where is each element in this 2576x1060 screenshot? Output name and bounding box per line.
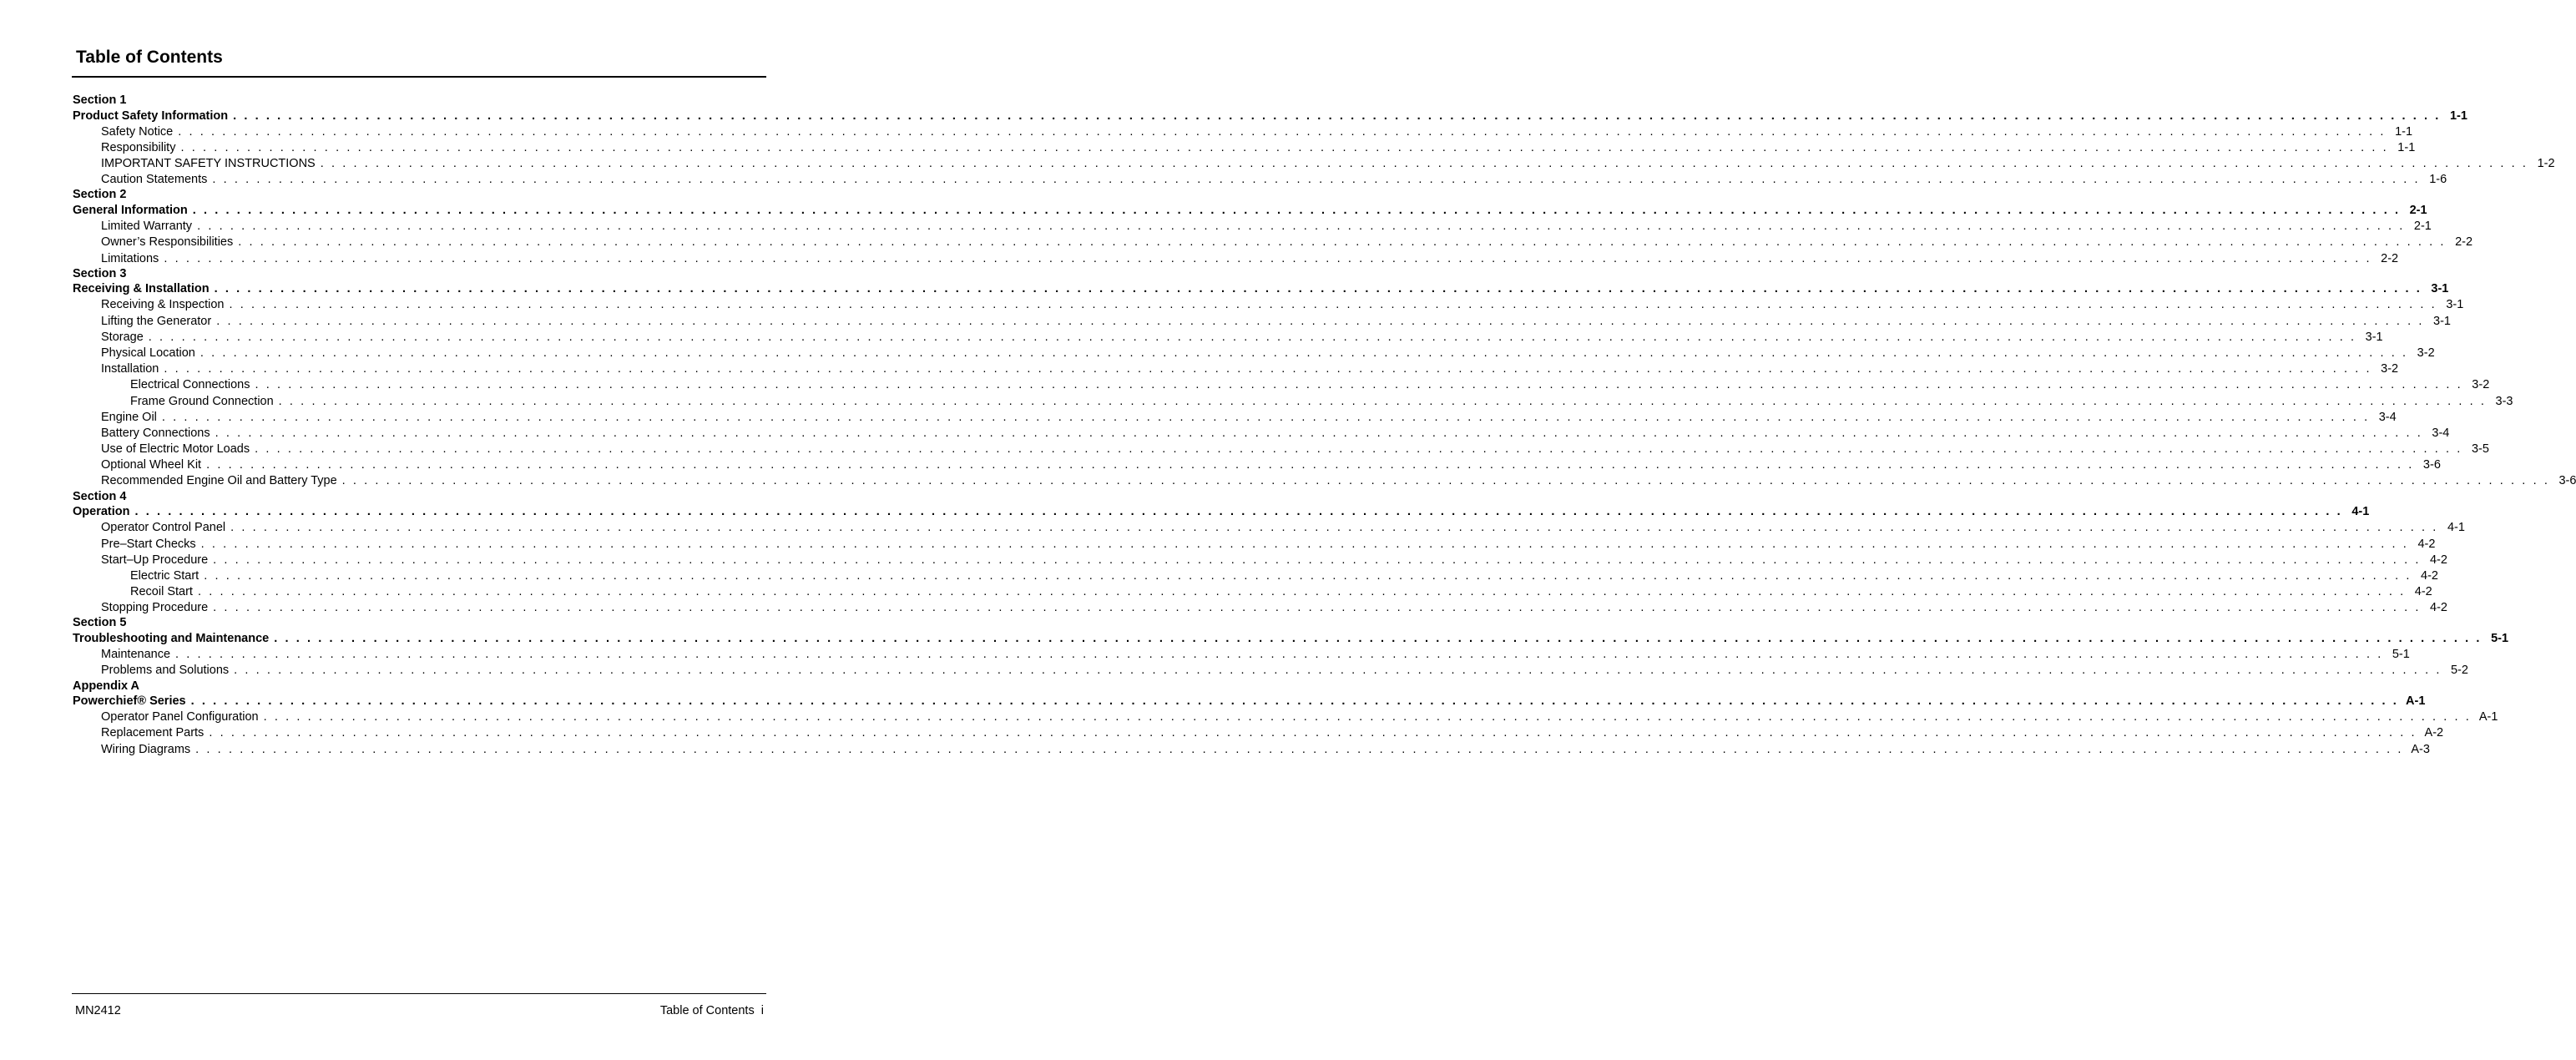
toc-leader-dots: . . . . . . . . . . . . . . . . . . . . . . . . . . . . . . . . . . . . . . . . . . . . . . . . . . . . . . . . . . . . . . . . . . . . . . . . . . . . . . . . . . . . . . . . . . . . . . . . . . . . . . . . . . . . . . . . . . . . . . . . . . . . . . . . . . . . . . . . . . . . . . . . . . . . . . . . . . . . . . . . . . . . . . . . . . . . . . . . . . . . . . . . . . . . . . . . . . . . . . . . (215, 426, 2423, 440)
toc-entry-page: 1-2 (2537, 157, 2555, 171)
toc-entry[interactable] (73, 235, 2473, 250)
toc-entry[interactable] (73, 742, 2430, 758)
toc-entry-title: IMPORTANT SAFETY INSTRUCTIONS (101, 157, 316, 171)
toc-entry-title: Start–Up Procedure (101, 553, 209, 567)
toc-entry-title: Maintenance (101, 648, 171, 662)
toc-entry-page: 4-2 (2414, 585, 2432, 599)
toc-entry-title: Receiving & Installation (73, 282, 210, 296)
toc-entry-page: 4-2 (2421, 568, 2438, 583)
footer-divider (72, 993, 766, 994)
toc-entry[interactable] (73, 426, 2450, 442)
toc-entry-page: 3-2 (2472, 378, 2490, 392)
toc-entry-title: Use of Electric Motor Loads (101, 442, 250, 457)
toc-entry-title: Owner’s Responsibilities (101, 235, 234, 250)
toc-entry-page: A-1 (2406, 694, 2426, 708)
toc-entry-page: A-2 (2424, 726, 2444, 740)
toc-entry-page: 4-1 (2447, 521, 2465, 535)
toc-entry-title: Physical Location (101, 346, 195, 360)
toc-leader-dots: . . . . . . . . . . . . . . . . . . . . . . . . . . . . . . . . . . . . . . . . . . . . . . . . . . . . . . . . . . . . . . . . . . . . . . . . . . . . . . . . . . . . . . . . . . . . . . . . . . . . . . . . . . . . . . . . . . . . . . . . . . . . . . . . . . . . . . . . . . . . . . . . . . . . . . . . . . . . . . . . . . . . . . . . . . . . . . . . . . . . . . . . . . . . . . . . . . . . . . . . (161, 410, 2370, 424)
toc-entry-page: 3-3 (2495, 394, 2513, 408)
toc-leader-dots: . . . . . . . . . . . . . . . . . . . . . . . . . . . . . . . . . . . . . . . . . . . . . . . . . . . . . . . . . . . . . . . . . . . . . . . . . . . . . . . . . . . . . . . . . . . . . . . . . . . . . . . . . . . . . . . . . . . . . . . . . . . . . . . . . . . . . . . . . . . . . . . . . . . . . . . . . . . . . . . . . . . . . . . . . . . . . . . . . . . . . . . . . . . . . . . . . . . . . . . . (216, 314, 2424, 328)
toc-leader-dots: . . . . . . . . . . . . . . . . . . . . . . . . . . . . . . . . . . . . . . . . . . . . . . . . . . . . . . . . . . . . . . . . . . . . . . . . . . . . . . . . . . . . . . . . . . . . . . . . . . . . . . . . . . . . . . . . . . . . . . . . . . . . . . . . . . . . . . . . . . . . . . . . . . . . . . . . . . . . . . . . . . . . . . . . . . . . . . . . . . . . . . . . . . . . . . . . . . . . . . . . (148, 330, 2356, 344)
toc-entry-page: 4-2 (2429, 553, 2447, 567)
toc-entry-page: 4-2 (2417, 537, 2436, 551)
toc-entry[interactable] (73, 663, 2468, 679)
toc-entry-title: Frame Ground Connection (130, 394, 274, 408)
toc-leader-dots: . . . . . . . . . . . . . . . . . . . . . . . . . . . . . . . . . . . . . . . . . . . . . . . . . . . . . . . . . . . . . . . . . . . . . . . . . . . . . . . . . . . . . . . . . . . . . . . . . . . . . . . . . . . . . . . . . . . . . . . . . . . . . . . . . . . . . . . . . . . . . . . . . . . . . . . . . . . . . . . . . . . . . . . . . . . . . . . . . . . . . . . . . . . . . . . . . . . . . . . . (134, 505, 2343, 519)
toc-leader-dots: . . . . . . . . . . . . . . . . . . . . . . . . . . . . . . . . . . . . . . . . . . . . . . . . . . . . . . . . . . . . . . . . . . . . . . . . . . . . . . . . . . . . . . . . . . . . . . . . . . . . . . . . . . . . . . . . . . . . . . . . . . . . . . . . . . . . . . . . . . . . . . . . . . . . . . . . . . . . . . . . . . . . . . . . . . . . . . . . . . . . . . . . . . . . . . . . . . . . . . . . (212, 173, 2421, 187)
toc-entry-title: Troubleshooting and Maintenance (73, 631, 270, 645)
toc-entry[interactable] (73, 361, 2399, 377)
toc-leader-dots: . . . . . . . . . . . . . . . . . . . . . . . . . . . . . . . . . . . . . . . . . . . . . . . . . . . . . . . . . . . . . . . . . . . . . . . . . . . . . . . . . . . . . . . . . . . . . . . . . . . . . . . . . . . . . . . . . . . . . . . . . . . . . . . . . . . . . . . . . . . . . . . . . . . . . . . . . . . . . . . . . . . . . . . . . . . . . . . . . . . . . . . . . . . . . . . . . . . . . . . . (263, 710, 2472, 724)
toc-leader-dots: . . . . . . . . . . . . . . . . . . . . . . . . . . . . . . . . . . . . . . . . . . . . . . . . . . . . . . . . . . . . . . . . . . . . . . . . . . . . . . . . . . . . . . . . . . . . . . . . . . . . . . . . . . . . . . . . . . . . . . . . . . . . . . . . . . . . . . . . . . . . . . . . . . . . . . . . . . . . . . . . . . . . . . . . . . . . . . . . . . . . . . . . . . . . . . . . . . . . . . . . (180, 140, 2389, 154)
toc-entry-title: Limitations (101, 251, 159, 265)
toc-leader-dots: . . . . . . . . . . . . . . . . . . . . . . . . . . . . . . . . . . . . . . . . . . . . . . . . . . . . . . . . . . . . . . . . . . . . . . . . . . . . . . . . . . . . . . . . . . . . . . . . . . . . . . . . . . . . . . . . . . . . . . . . . . . . . . . . . . . . . . . . . . . . . . . . . . . . . . . . . . . . . . . . . . . . . . . . . . . . . . . . . . . . . . . . . . . . . . . . . . . . . . . . (164, 362, 2372, 376)
toc-entry[interactable] (73, 251, 2399, 267)
toc-leader-dots: . . . . . . . . . . . . . . . . . . . . . . . . . . . . . . . . . . . . . . . . . . . . . . . . . . . . . . . . . . . . . . . . . . . . . . . . . . . . . . . . . . . . . . . . . . . . . . . . . . . . . . . . . . . . . . . . . . . . . . . . . . . . . . . . . . . . . . . . . . . . . . . . . . . . . . . . . . . . . . . . . . . . . . . . . . . . . . . . . . . . . . . . . . . . . . . . . . . . . . . . (164, 251, 2372, 265)
toc-entry[interactable] (73, 140, 2416, 156)
toc-entry-title: Lifting the Generator (101, 314, 212, 328)
toc-leader-dots: . . . . . . . . . . . . . . . . . . . . . . . . . . . . . . . . . . . . . . . . . . . . . . . . . . . . . . . . . . . . . . . . . . . . . . . . . . . . . . . . . . . . . . . . . . . . . . . . . . . . . . . . . . . . . . . . . . . . . . . . . . . . . . . . . . . . . . . . . . . . . . . . . . . . . . . . . . . . . . . . . . . . . . . . . . . . . . . . . . . . . . . . . . . . . . . . . . . . . . . . (209, 726, 2417, 740)
toc-entry-title: Recommended Engine Oil and Battery Type (101, 474, 337, 488)
toc-entry-title: Installation (101, 362, 159, 376)
toc-entry-title: Recoil Start (130, 585, 193, 599)
toc-entry-title: Problems and Solutions (101, 664, 230, 678)
toc-leader-dots: . . . . . . . . . . . . . . . . . . . . . . . . . . . . . . . . . . . . . . . . . . . . . . . . . . . . . . . . . . . . . . . . . . . . . . . . . . . . . . . . . . . . . . . . . . . . . . . . . . . . . . . . . . . . . . . . . . . . . . . . . . . . . . . . . . . . . . . . . . . . . . . . . . . . . . . . . . . . . . . . . . . . . . . . . . . . . . . . . . . . . . . . . . . . . . . . . . . . . . . . (197, 220, 2405, 234)
toc-entry-page: 3-6 (2558, 474, 2576, 488)
toc-entry[interactable] (73, 330, 2383, 346)
toc-entry-page: 3-6 (2422, 458, 2441, 472)
toc-entry-title: Electrical Connections (130, 378, 250, 392)
toc-entry-page: 3-5 (2471, 442, 2489, 457)
toc-leader-dots: . . . . . . . . . . . . . . . . . . . . . . . . . . . . . . . . . . . . . . . . . . . . . . . . . . . . . . . . . . . . . . . . . . . . . . . . . . . . . . . . . . . . . . . . . . . . . . . . . . . . . . . . . . . . . . . . . . . . . . . . . . . . . . . . . . . . . . . . . . . . . . . . . . . . . . . . . . . . . . . . . . . . . . . . . . . . . . . . . . . . . . . . . . . . . . . . . . . . . . . . (341, 474, 2550, 488)
toc-entry-title: Electric Start (130, 568, 200, 583)
toc-leader-dots: . . . . . . . . . . . . . . . . . . . . . . . . . . . . . . . . . . . . . . . . . . . . . . . . . . . . . . . . . . . . . . . . . . . . . . . . . . . . . . . . . . . . . . . . . . . . . . . . . . . . . . . . . . . . . . . . . . . . . . . . . . . . . . . . . . . . . . . . . . . . . . . . . . . . . . . . . . . . . . . . . . . . . . . . . . . . . . . . . . . . . . . . . . . . . . . . . . . . . . . . (206, 458, 2414, 472)
toc-entry[interactable] (73, 281, 2449, 297)
toc-entry[interactable] (73, 109, 2467, 124)
toc-entry-title: Caution Statements (101, 173, 208, 187)
toc-entry[interactable] (73, 442, 2489, 457)
toc-leader-dots: . . . . . . . . . . . . . . . . . . . . . . . . . . . . . . . . . . . . . . . . . . . . . . . . . . . . . . . . . . . . . . . . . . . . . . . . . . . . . . . . . . . . . . . . . . . . . . . . . . . . . . . . . . . . . . . . . . . . . . . . . . . . . . . . . . . . . . . . . . . . . . . . . . . . . . . . . . . . . . . . . . . . . . . . . . . . . . . . . . . . . . . . . . . . . . . . . . . . . . . . (255, 378, 2463, 392)
toc-entry-title: General Information (73, 203, 188, 217)
toc-section-heading: Section 4 (73, 489, 127, 503)
toc-entry[interactable] (73, 203, 2427, 219)
toc-entry-title: Optional Wheel Kit (101, 458, 202, 472)
toc-entry-title: Responsibility (101, 140, 176, 154)
toc-leader-dots: . . . . . . . . . . . . . . . . . . . . . . . . . . . . . . . . . . . . . . . . . . . . . . . . . . . . . . . . . . . . . . . . . . . . . . . . . . . . . . . . . . . . . . . . . . . . . . . . . . . . . . . . . . . . . . . . . . . . . . . . . . . . . . . . . . . . . . . . . . . . . . . . . . . . . . . . . . . . . . . . . . . . . . . . . . . . . . . . . . . . . . . . . . . . . . . . . . . . . . . . (238, 235, 2447, 250)
toc-entry-title: Engine Oil (101, 410, 157, 424)
toc-leader-dots: . . . . . . . . . . . . . . . . . . . . . . . . . . . . . . . . . . . . . . . . . . . . . . . . . . . . . . . . . . . . . . . . . . . . . . . . . . . . . . . . . . . . . . . . . . . . . . . . . . . . . . . . . . . . . . . . . . . . . . . . . . . . . . . . . . . . . . . . . . . . . . . . . . . . . . . . . . . . . . . . . . . . . . . . . . . . . . . . . . . . . . . . . . . . . . . . . . . . . . . . (192, 203, 2401, 217)
toc-entry-page: 3-1 (2433, 314, 2451, 328)
toc-entry-title: Product Safety Information (73, 109, 229, 123)
toc-leader-dots: . . . . . . . . . . . . . . . . . . . . . . . . . . . . . . . . . . . . . . . . . . . . . . . . . . . . . . . . . . . . . . . . . . . . . . . . . . . . . . . . . . . . . . . . . . . . . . . . . . . . . . . . . . . . . . . . . . . . . . . . . . . . . . . . . . . . . . . . . . . . . . . . . . . . . . . . . . . . . . . . . . . . . . . . . . . . . . . . . . . . . . . . . . . . . . . . . . . . . . . . (204, 568, 2412, 583)
toc-leader-dots: . . . . . . . . . . . . . . . . . . . . . . . . . . . . . . . . . . . . . . . . . . . . . . . . . . . . . . . . . . . . . . . . . . . . . . . . . . . . . . . . . . . . . . . . . . . . . . . . . . . . . . . . . . . . . . . . . . . . . . . . . . . . . . . . . . . . . . . . . . . . . . . . . . . . . . . . . . . . . . . . . . . . . . . . . . . . . . . . . . . . . . . . . . . . . . . . . . . . . . . . (197, 585, 2406, 599)
toc-entry[interactable] (73, 694, 2426, 709)
toc-section-heading: Section 3 (73, 266, 127, 280)
toc-entry-page: 3-4 (2378, 410, 2397, 424)
title-divider (72, 76, 766, 78)
toc-leader-dots: . . . . . . . . . . . . . . . . . . . . . . . . . . . . . . . . . . . . . . . . . . . . . . . . . . . . . . . . . . . . . . . . . . . . . . . . . . . . . . . . . . . . . . . . . . . . . . . . . . . . . . . . . . . . . . . . . . . . . . . . . . . . . . . . . . . . . . . . . . . . . . . . . . . . . . . . . . . . . . . . . . . . . . . . . . . . . . . . . . . . . . . . . . . . . . . . . . . . . . . . (234, 664, 2442, 678)
toc-entry[interactable] (73, 377, 2490, 393)
toc-entry-page: 1-6 (2429, 173, 2447, 187)
toc-leader-dots: . . . . . . . . . . . . . . . . . . . . . . . . . . . . . . . . . . . . . . . . . . . . . . . . . . . . . . . . . . . . . . . . . . . . . . . . . . . . . . . . . . . . . . . . . . . . . . . . . . . . . . . . . . . . . . . . . . . . . . . . . . . . . . . . . . . . . . . . . . . . . . . . . . . . . . . . . . . . . . . . . . . . . . . . . . . . . . . . . . . . . . . . . . . . . . . . . . . . . . . . (278, 394, 2487, 408)
toc-entry-page: A-1 (2478, 710, 2498, 724)
toc-entry-page: 1-1 (2397, 140, 2416, 154)
toc-leader-dots: . . . . . . . . . . . . . . . . . . . . . . . . . . . . . . . . . . . . . . . . . . . . . . . . . . . . . . . . . . . . . . . . . . . . . . . . . . . . . . . . . . . . . . . . . . . . . . . . . . . . . . . . . . . . . . . . . . . . . . . . . . . . . . . . . . . . . . . . . . . . . . . . . . . . . . . . . . . . . . . . . . . . . . . . . . . . . . . . . . . . . . . . . . . . . . . . . . . . . . . . (320, 157, 2528, 171)
toc-entry[interactable] (73, 314, 2451, 330)
toc-entry-page: 5-1 (2491, 631, 2509, 645)
toc-entry-title: Battery Connections (101, 426, 210, 440)
toc-entry[interactable] (73, 172, 2447, 188)
toc-entry-title: Pre–Start Checks (101, 537, 196, 551)
toc-section-heading: Appendix A (73, 679, 140, 693)
toc-entry-title: Stopping Procedure (101, 601, 209, 615)
toc-entry[interactable] (73, 504, 2370, 520)
toc-entry[interactable] (73, 520, 2465, 536)
toc-entry[interactable] (73, 537, 2436, 553)
toc-entry-title: Operation (73, 505, 130, 519)
toc-entry[interactable] (73, 568, 2438, 584)
toc-entry-page: 3-1 (2446, 298, 2464, 312)
toc-entry-title: Receiving & Inspection (101, 298, 225, 312)
toc-entry-page: 2-2 (2381, 251, 2399, 265)
toc-entry-title: Replacement Parts (101, 726, 205, 740)
toc-entry[interactable] (73, 219, 2432, 235)
toc-entry[interactable] (73, 156, 2555, 172)
toc-entry-page: 2-1 (2413, 220, 2432, 234)
toc-entry-title: Operator Control Panel (101, 521, 226, 535)
toc-entry-page: 4-1 (2351, 505, 2370, 519)
toc-entry[interactable] (73, 709, 2498, 725)
toc-leader-dots: . . . . . . . . . . . . . . . . . . . . . . . . . . . . . . . . . . . . . . . . . . . . . . . . . . . . . . . . . . . . . . . . . . . . . . . . . . . . . . . . . . . . . . . . . . . . . . . . . . . . . . . . . . . . . . . . . . . . . . . . . . . . . . . . . . . . . . . . . . . . . . . . . . . . . . . . . . . . . . . . . . . . . . . . . . . . . . . . . . . . . . . . . . . . . . . . . . . . . . . . (213, 601, 2421, 615)
toc-entry[interactable] (73, 725, 2444, 741)
toc-leader-dots: . . . . . . . . . . . . . . . . . . . . . . . . . . . . . . . . . . . . . . . . . . . . . . . . . . . . . . . . . . . . . . . . . . . . . . . . . . . . . . . . . . . . . . . . . . . . . . . . . . . . . . . . . . . . . . . . . . . . . . . . . . . . . . . . . . . . . . . . . . . . . . . . . . . . . . . . . . . . . . . . . . . . . . . . . . . . . . . . . . . . . . . . . . . . . . . . . . . . . . . . (274, 631, 2483, 645)
toc-entry[interactable] (73, 647, 2410, 663)
toc-leader-dots: . . . . . . . . . . . . . . . . . . . . . . . . . . . . . . . . . . . . . . . . . . . . . . . . . . . . . . . . . . . . . . . . . . . . . . . . . . . . . . . . . . . . . . . . . . . . . . . . . . . . . . . . . . . . . . . . . . . . . . . . . . . . . . . . . . . . . . . . . . . . . . . . . . . . . . . . . . . . . . . . . . . . . . . . . . . . . . . . . . . . . . . . . . . . . . . . . . . . . . . . (213, 553, 2421, 567)
toc-section-heading: Section 5 (73, 616, 127, 630)
toc-entry-title: Powerchief® Series (73, 694, 186, 708)
toc-entry[interactable] (73, 631, 2509, 647)
toc-leader-dots: . . . . . . . . . . . . . . . . . . . . . . . . . . . . . . . . . . . . . . . . . . . . . . . . . . . . . . . . . . . . . . . . . . . . . . . . . . . . . . . . . . . . . . . . . . . . . . . . . . . . . . . . . . . . . . . . . . . . . . . . . . . . . . . . . . . . . . . . . . . . . . . . . . . . . . . . . . . . . . . . . . . . . . . . . . . . . . . . . . . . . . . . . . . . . . . . . . . . . . . . (214, 282, 2422, 296)
toc-entry-page: 3-1 (2365, 330, 2383, 344)
toc-section-heading: Section 2 (73, 188, 127, 202)
toc-entry[interactable] (73, 297, 2464, 313)
footer-doc-number: MN2412 (75, 1004, 121, 1017)
toc-leader-dots: . . . . . . . . . . . . . . . . . . . . . . . . . . . . . . . . . . . . . . . . . . . . . . . . . . . . . . . . . . . . . . . . . . . . . . . . . . . . . . . . . . . . . . . . . . . . . . . . . . . . . . . . . . . . . . . . . . . . . . . . . . . . . . . . . . . . . . . . . . . . . . . . . . . . . . . . . . . . . . . . . . . . . . . . . . . . . . . . . . . . . . . . . . . . . . . . . . . . . . . . (195, 742, 2403, 756)
toc-entry-page: 1-1 (2449, 109, 2467, 123)
toc-leader-dots: . . . . . . . . . . . . . . . . . . . . . . . . . . . . . . . . . . . . . . . . . . . . . . . . . . . . . . . . . . . . . . . . . . . . . . . . . . . . . . . . . . . . . . . . . . . . . . . . . . . . . . . . . . . . . . . . . . . . . . . . . . . . . . . . . . . . . . . . . . . . . . . . . . . . . . . . . . . . . . . . . . . . . . . . . . . . . . . . . . . . . . . . . . . . . . . . . . . . . . . . (178, 124, 2387, 139)
toc-entry-title: Storage (101, 330, 144, 344)
toc-leader-dots: . . . . . . . . . . . . . . . . . . . . . . . . . . . . . . . . . . . . . . . . . . . . . . . . . . . . . . . . . . . . . . . . . . . . . . . . . . . . . . . . . . . . . . . . . . . . . . . . . . . . . . . . . . . . . . . . . . . . . . . . . . . . . . . . . . . . . . . . . . . . . . . . . . . . . . . . . . . . . . . . . . . . . . . . . . . . . . . . . . . . . . . . . . . . . . . . . . . . . . . . (190, 694, 2399, 708)
toc-entry[interactable] (73, 457, 2441, 473)
toc-entry[interactable] (73, 394, 2513, 410)
toc-leader-dots: . . . . . . . . . . . . . . . . . . . . . . . . . . . . . . . . . . . . . . . . . . . . . . . . . . . . . . . . . . . . . . . . . . . . . . . . . . . . . . . . . . . . . . . . . . . . . . . . . . . . . . . . . . . . . . . . . . . . . . . . . . . . . . . . . . . . . . . . . . . . . . . . . . . . . . . . . . . . . . . . . . . . . . . . . . . . . . . . . . . . . . . . . . . . . . . . . . . . . . . . (233, 109, 2441, 123)
toc-entry[interactable] (73, 584, 2432, 600)
toc-entry[interactable] (73, 410, 2397, 426)
toc-leader-dots: . . . . . . . . . . . . . . . . . . . . . . . . . . . . . . . . . . . . . . . . . . . . . . . . . . . . . . . . . . . . . . . . . . . . . . . . . . . . . . . . . . . . . . . . . . . . . . . . . . . . . . . . . . . . . . . . . . . . . . . . . . . . . . . . . . . . . . . . . . . . . . . . . . . . . . . . . . . . . . . . . . . . . . . . . . . . . . . . . . . . . . . . . . . . . . . . . . . . . . . . (230, 521, 2438, 535)
toc-entry-page: 3-4 (2432, 426, 2450, 440)
toc-entry-title: Safety Notice (101, 124, 174, 139)
toc-entry[interactable] (73, 124, 2413, 140)
toc-entry-page: 2-2 (2455, 235, 2473, 250)
toc-leader-dots: . . . . . . . . . . . . . . . . . . . . . . . . . . . . . . . . . . . . . . . . . . . . . . . . . . . . . . . . . . . . . . . . . . . . . . . . . . . . . . . . . . . . . . . . . . . . . . . . . . . . . . . . . . . . . . . . . . . . . . . . . . . . . . . . . . . . . . . . . . . . . . . . . . . . . . . . . . . . . . . . . . . . . . . . . . . . . . . . . . . . . . . . . . . . . . . . . . . . . . . . (175, 648, 2383, 662)
toc-entry[interactable] (73, 473, 2576, 489)
toc-entry-page: 4-2 (2430, 601, 2447, 615)
toc-entry[interactable] (73, 553, 2447, 568)
toc-entry-title: Wiring Diagrams (101, 742, 191, 756)
toc-entry[interactable] (73, 346, 2435, 361)
toc-leader-dots: . . . . . . . . . . . . . . . . . . . . . . . . . . . . . . . . . . . . . . . . . . . . . . . . . . . . . . . . . . . . . . . . . . . . . . . . . . . . . . . . . . . . . . . . . . . . . . . . . . . . . . . . . . . . . . . . . . . . . . . . . . . . . . . . . . . . . . . . . . . . . . . . . . . . . . . . . . . . . . . . . . . . . . . . . . . . . . . . . . . . . . . . . . . . . . . . . . . . . . . . (229, 298, 2437, 312)
table-of-contents (73, 93, 2576, 758)
page-title: Table of Contents (76, 48, 223, 67)
toc-entry-title: Limited Warranty (101, 220, 193, 234)
toc-entry[interactable] (73, 600, 2447, 616)
toc-entry-page: 5-1 (2392, 648, 2410, 662)
toc-entry-title: Operator Panel Configuration (101, 710, 259, 724)
toc-entry-page: 2-1 (2409, 203, 2427, 217)
toc-entry-page: 3-1 (2431, 282, 2449, 296)
toc-entry-page: 5-2 (2450, 664, 2468, 678)
footer-page-label: Table of Contents i (659, 1004, 764, 1017)
toc-entry-page: 3-2 (2381, 362, 2399, 376)
toc-leader-dots: . . . . . . . . . . . . . . . . . . . . . . . . . . . . . . . . . . . . . . . . . . . . . . . . . . . . . . . . . . . . . . . . . . . . . . . . . . . . . . . . . . . . . . . . . . . . . . . . . . . . . . . . . . . . . . . . . . . . . . . . . . . . . . . . . . . . . . . . . . . . . . . . . . . . . . . . . . . . . . . . . . . . . . . . . . . . . . . . . . . . . . . . . . . . . . . . . . . . . . . . (255, 442, 2462, 457)
toc-leader-dots: . . . . . . . . . . . . . . . . . . . . . . . . . . . . . . . . . . . . . . . . . . . . . . . . . . . . . . . . . . . . . . . . . . . . . . . . . . . . . . . . . . . . . . . . . . . . . . . . . . . . . . . . . . . . . . . . . . . . . . . . . . . . . . . . . . . . . . . . . . . . . . . . . . . . . . . . . . . . . . . . . . . . . . . . . . . . . . . . . . . . . . . . . . . . . . . . . . . . . . . . (200, 537, 2409, 551)
toc-section-heading: Section 1 (73, 93, 127, 107)
toc-entry-page: A-3 (2411, 742, 2430, 756)
toc-leader-dots: . . . . . . . . . . . . . . . . . . . . . . . . . . . . . . . . . . . . . . . . . . . . . . . . . . . . . . . . . . . . . . . . . . . . . . . . . . . . . . . . . . . . . . . . . . . . . . . . . . . . . . . . . . . . . . . . . . . . . . . . . . . . . . . . . . . . . . . . . . . . . . . . . . . . . . . . . . . . . . . . . . . . . . . . . . . . . . . . . . . . . . . . . . . . . . . . . . . . . . . . (200, 346, 2408, 360)
toc-entry-page: 1-1 (2395, 124, 2413, 139)
toc-entry-page: 3-2 (2417, 346, 2435, 360)
